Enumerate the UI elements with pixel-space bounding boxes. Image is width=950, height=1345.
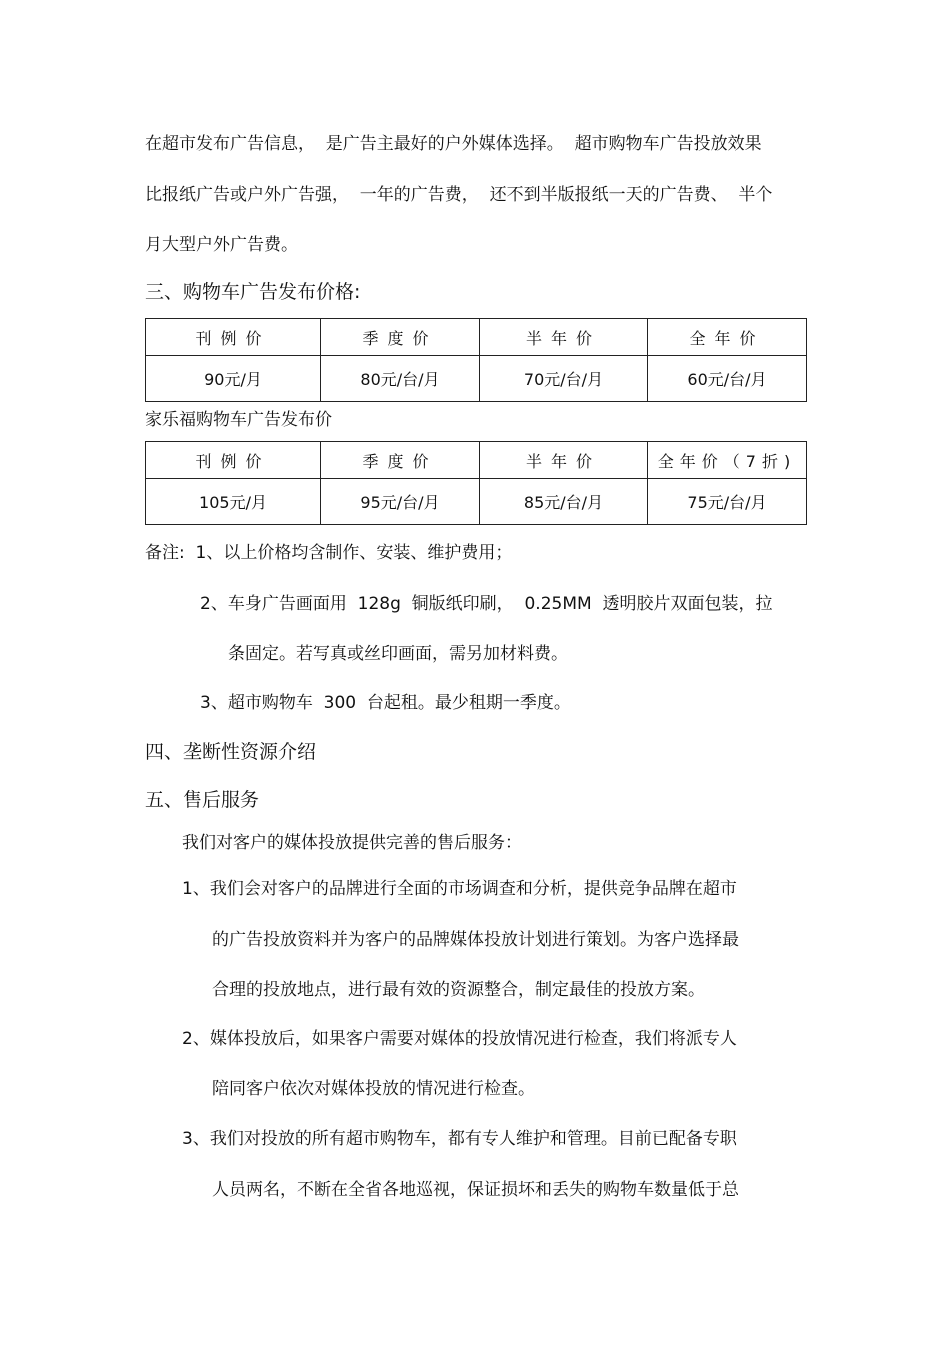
service-item-1-line-3: 合理的投放地点，进行最有效的资源整合，制定最佳的投放方案。 [212, 980, 705, 1000]
section5-heading: 五、售后服务 [145, 789, 260, 811]
table-header-cell: 刊例价 [146, 442, 321, 479]
note-1: 备注: 1、以上价格均含制作、安装、维护费用； [145, 543, 513, 563]
table-cell: 90元/月 [146, 356, 321, 402]
intro-line-3: 月大型户外广告费。 [145, 235, 298, 255]
note-3: 3、超市购物车 300 台起租。最少租期一季度。 [200, 693, 571, 713]
price-table-carrefour [145, 441, 807, 525]
table-header-cell: 半年价 [480, 442, 648, 479]
section4-heading: 四、垄断性资源介绍 [145, 741, 317, 763]
table-cell: 80元/台/月 [321, 356, 480, 402]
note-2-line-1: 2、车身广告画面用 128g 铜版纸印刷， 0.25MM 透明胶片双面包装，拉 [200, 594, 773, 614]
service-item-1-line-2: 的广告投放资料并为客户的品牌媒体投放计划进行策划。为客户选择最 [212, 930, 739, 950]
table-header-cell: 季度价 [321, 319, 480, 356]
table-header-cell: 全年价 [648, 319, 807, 356]
note-2-line-2: 条固定。若写真或丝印画面，需另加材料费。 [228, 644, 568, 664]
table-cell: 95元/台/月 [321, 479, 480, 525]
section3-heading: 三、购物车广告发布价格: [145, 281, 361, 303]
table-cell: 105元/月 [146, 479, 321, 525]
intro-line-1: 在超市发布广告信息， 是广告主最好的户外媒体选择。 超市购物车广告投放效果 [145, 134, 762, 154]
table-cell: 75元/台/月 [648, 479, 807, 525]
service-item-3-line-2: 人员两名，不断在全省各地巡视，保证损坏和丢失的购物车数量低于总 [212, 1180, 739, 1200]
table-header-cell: 全年价（7折) [648, 442, 807, 479]
table-header-cell: 刊例价 [146, 319, 321, 356]
table-header-row [146, 442, 807, 479]
service-item-2-line-1: 2、媒体投放后，如果客户需要对媒体的投放情况进行检查，我们将派专人 [182, 1029, 737, 1049]
service-item-2-line-2: 陪同客户依次对媒体投放的情况进行检查。 [212, 1079, 535, 1099]
table-row [146, 479, 807, 525]
service-item-1-line-1: 1、我们会对客户的品牌进行全面的市场调查和分析，提供竞争品牌在超市 [182, 879, 737, 899]
table-row [146, 356, 807, 402]
table-header-row [146, 319, 807, 356]
table-cell: 60元/台/月 [648, 356, 807, 402]
section5-intro: 我们对客户的媒体投放提供完善的售后服务： [182, 833, 522, 853]
table-header-cell: 季度价 [321, 442, 480, 479]
price-table-standard [145, 318, 807, 402]
table-header-cell: 半年价 [480, 319, 648, 356]
table-cell: 85元/台/月 [480, 479, 648, 525]
table2-caption: 家乐福购物车广告发布价 [145, 410, 332, 430]
intro-line-2: 比报纸广告或户外广告强， 一年的广告费， 还不到半版报纸一天的广告费、 半个 [145, 185, 773, 205]
table-cell: 70元/台/月 [480, 356, 648, 402]
service-item-3-line-1: 3、我们对投放的所有超市购物车，都有专人维护和管理。目前已配备专职 [182, 1129, 737, 1149]
